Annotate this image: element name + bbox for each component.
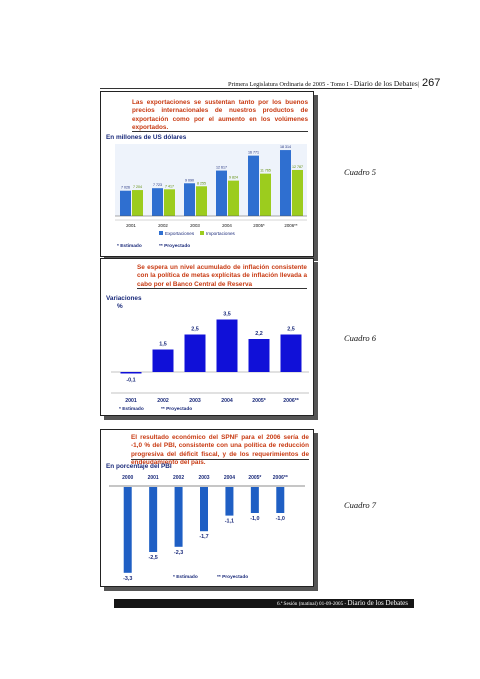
cuadro6-bar — [121, 372, 142, 374]
cuadro7-bar — [175, 487, 183, 547]
cuadro5-unit: En millones de US dólares — [106, 134, 187, 141]
footer-bar — [114, 599, 414, 608]
cuadro6-bar — [153, 350, 174, 373]
cuadro7-bar — [251, 487, 259, 513]
cuadro5-bar — [164, 189, 175, 216]
cuadro5-bar — [196, 186, 207, 216]
cuadro7-data-label: -1,0 — [250, 516, 260, 522]
cuadro7-unit: En porcentaje del PBI — [106, 463, 172, 470]
cuadro5-bar — [260, 174, 271, 216]
cuadro7-data-label: -1,1 — [224, 518, 235, 525]
cuadro7-x-tick-label: 2003 — [198, 475, 210, 481]
cuadro5-data-label: 7 204 — [133, 185, 142, 190]
cuadro6-x-tick-label: 2006** — [283, 398, 299, 404]
cuadro5-bar — [248, 156, 259, 216]
cuadro6-caption: Cuadro 6 — [344, 333, 377, 343]
cuadro7-card — [100, 429, 314, 587]
cuadro5-data-label: 11 765 — [260, 168, 271, 173]
cuadro6-x-tick-label: 2003 — [189, 398, 201, 404]
cuadro5-card — [100, 91, 314, 257]
cuadro5-chart — [101, 92, 315, 258]
cuadro6-x-tick-label: 2001 — [125, 398, 137, 404]
header-separator: | — [417, 81, 419, 88]
cuadro7-bar — [124, 487, 132, 573]
cuadro7-bar — [225, 487, 233, 516]
footer-session: 6.ª Sesión (matinal) 01-09-2005 - — [276, 601, 348, 607]
cuadro5-data-label: 7 417 — [165, 184, 174, 189]
cuadro7-x-tick-label: 2001 — [147, 475, 159, 481]
footer-journal: Diario de los Debates — [347, 599, 408, 607]
cuadro6-card — [100, 258, 314, 416]
cuadro7-data-label: -2,5 — [148, 555, 158, 561]
cuadro5-data-label: 12 787 — [292, 164, 303, 169]
cuadro5-data-label: 12 617 — [216, 165, 227, 170]
cuadro6-data-label: 2,5 — [191, 326, 199, 333]
cuadro7-note-estimado: * Estimado — [173, 575, 198, 580]
cuadro5-bar — [120, 191, 131, 216]
cuadro5-data-label: 16 771 — [248, 150, 259, 155]
cuadro5-bar — [152, 188, 163, 216]
cuadro7-x-tick-label: 2004 — [223, 475, 235, 481]
cuadro5-legend-swatch-importaciones — [200, 231, 204, 235]
cuadro6-data-label: -0,1 — [126, 377, 136, 384]
cuadro5-title: Las exportaciones se sustentan tanto por los buenos precios internacionales de nuestros productos de exportación como por el aumento en los volúmenes exportados. — [132, 99, 308, 132]
cuadro5-note-proyectado: ** Proyectado — [159, 244, 191, 249]
cuadro5-x-tick-label: 2002 — [158, 223, 168, 228]
cuadro5-legend-label: Exportaciones — [165, 231, 195, 236]
cuadro5-bar — [292, 170, 303, 216]
cuadro6-x-tick-label: 2002 — [157, 398, 169, 404]
cuadro5-x-tick-label: 2003 — [190, 223, 200, 228]
cuadro5-data-label: 7 723 — [153, 183, 162, 188]
cuadro6-data-label: 2,2 — [255, 331, 263, 337]
cuadro5-bar — [132, 190, 143, 216]
cuadro7-bar — [200, 487, 208, 531]
cuadro5-data-label: 9 824 — [229, 175, 238, 180]
cuadro5-data-label: 18 314 — [280, 145, 291, 150]
cuadro5-caption: Cuadro 5 — [344, 167, 377, 177]
cuadro7-x-tick-label: 2006** — [272, 475, 288, 481]
cuadro6-data-label: 1,5 — [159, 341, 167, 348]
cuadro5-x-tick-label: 2004 — [222, 223, 232, 228]
cuadro7-x-tick-label: 2000 — [122, 475, 134, 481]
cuadro6-chart — [101, 259, 315, 417]
cuadro7-data-label: -1,7 — [199, 534, 209, 541]
cuadro5-x-tick-label: 2006** — [284, 223, 298, 228]
journal-name: Diario de los Debates — [353, 79, 418, 88]
cuadro7-bar — [149, 487, 157, 552]
running-head-text: Primera Legislatura Ordinaria de 2005 - Tomo I - — [228, 81, 354, 88]
cuadro5-bar — [216, 171, 227, 216]
cuadro6-bar — [281, 335, 302, 373]
cuadro5-bar — [228, 181, 239, 216]
cuadro5-legend-swatch-exportaciones — [159, 231, 163, 235]
cuadro5-x-tick-label: 2001 — [126, 223, 136, 228]
cuadro6-bar — [249, 339, 270, 372]
cuadro7-data-label: -1,0 — [275, 516, 285, 522]
cuadro6-bar — [217, 320, 238, 373]
cuadro6-note-estimado: * Estimado — [119, 407, 144, 412]
cuadro5-data-label: 8 255 — [197, 181, 206, 186]
cuadro6-unit-line1: Variaciones — [106, 295, 142, 302]
cuadro6-data-label: 3,5 — [223, 311, 231, 318]
cuadro5-data-label: 7 026 — [121, 185, 130, 190]
cuadro5-bar — [184, 183, 195, 216]
cuadro6-bar — [185, 335, 206, 373]
cuadro7-chart — [101, 430, 315, 588]
cuadro5-x-tick-label: 2005* — [253, 223, 265, 228]
cuadro7-title: El resultado económico del SPNF para el 2006 sería de -1,0 % del PBI, consistente con una política de reducción progresiva del déficit fiscal, y de los requerimientos de endeudamiento del país. — [131, 434, 309, 467]
page-number: 267 — [421, 77, 441, 89]
cuadro6-note-proyectado: ** Proyectado — [161, 407, 193, 412]
cuadro7-data-label: -3,3 — [123, 575, 133, 582]
cuadro5-legend-label: Importaciones — [206, 231, 235, 236]
header-rule — [100, 88, 412, 89]
cuadro5-note-estimado: * Estimado — [117, 244, 142, 249]
cuadro7-note-proyectado: ** Proyectado — [217, 575, 249, 580]
cuadro5-plot-area — [115, 144, 307, 216]
cuadro5-data-label: 9 090 — [185, 178, 194, 183]
cuadro6-x-tick-label: 2004 — [221, 398, 233, 404]
cuadro7-data-label: -2,3 — [173, 549, 184, 556]
footer-text — [277, 599, 408, 609]
cuadro6-title: Se espera un nivel acumulado de inflación consistente con la política de metas explícitas de inflación llevada a cabo por el Banco Central de Reserva — [137, 264, 307, 288]
cuadro7-bar — [276, 487, 284, 513]
cuadro6-data-label: 2,5 — [287, 326, 295, 333]
cuadro7-caption: Cuadro 7 — [344, 500, 377, 510]
cuadro6-x-tick-label: 2005* — [252, 398, 266, 404]
cuadro6-unit-line2: % — [117, 303, 123, 310]
cuadro7-x-tick-label: 2005* — [248, 475, 262, 481]
cuadro5-bar — [280, 150, 291, 216]
cuadro7-x-tick-label: 2002 — [173, 475, 185, 481]
